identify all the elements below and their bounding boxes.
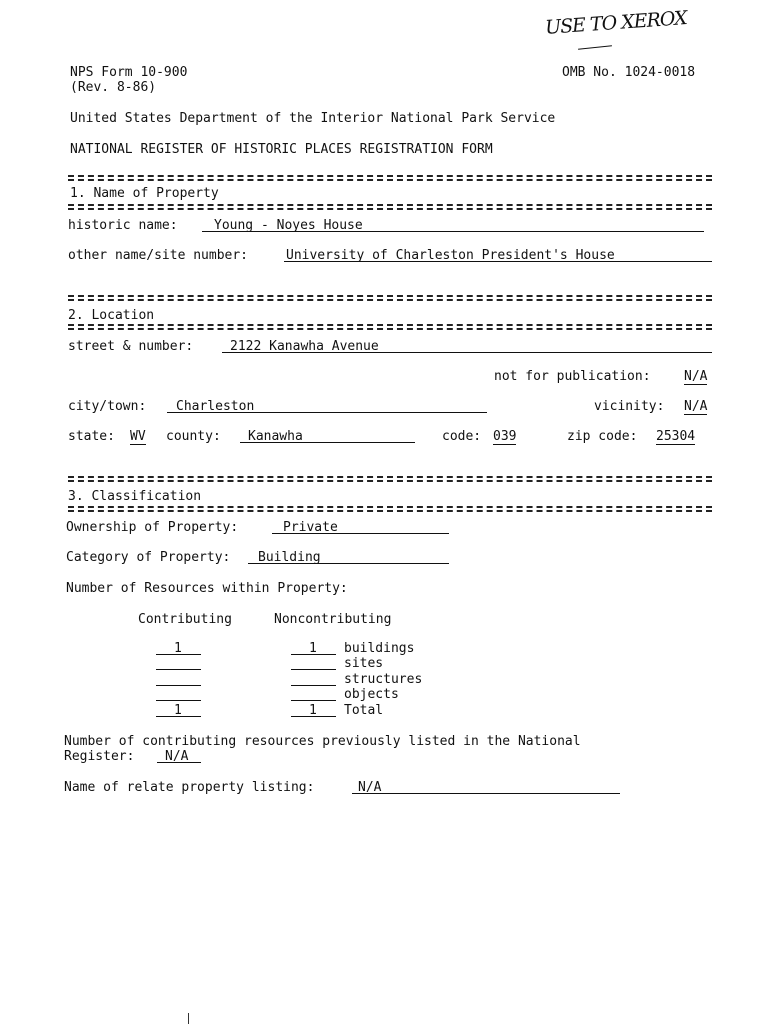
- nfp-label: not for publication:: [494, 369, 651, 384]
- noncontributing-blank: [291, 685, 336, 686]
- contributing-value[interactable]: 1: [174, 641, 182, 656]
- category-label: Category of Property:: [66, 550, 231, 565]
- contributing-blank: [156, 685, 201, 686]
- vicinity-value[interactable]: N/A: [684, 399, 708, 414]
- contributing-total[interactable]: 1: [174, 703, 182, 718]
- related-listing-label: Name of relate property listing:: [64, 780, 315, 795]
- zip-label: zip code:: [567, 429, 638, 444]
- county-value[interactable]: Kanawha: [248, 429, 303, 444]
- street-label: street & number:: [68, 339, 194, 354]
- form-title: NATIONAL REGISTER OF HISTORIC PLACES REGISTRATION FORM: [70, 142, 493, 157]
- ownership-label: Ownership of Property:: [66, 520, 239, 535]
- other-name-value[interactable]: University of Charleston President's House: [286, 248, 615, 263]
- col-contributing: Contributing: [138, 612, 232, 627]
- resources-label: Number of Resources within Property:: [66, 581, 348, 596]
- nfp-value[interactable]: N/A: [684, 369, 708, 384]
- previously-listed-text: Number of contributing resources previously listed in the National: [64, 734, 581, 749]
- vicinity-label: vicinity:: [594, 399, 665, 414]
- previously-listed-label: Register:: [64, 749, 135, 764]
- separator: [68, 476, 712, 482]
- separator: [68, 204, 712, 210]
- resource-label: structures: [344, 672, 423, 687]
- section2-heading: 2. Location: [68, 308, 155, 323]
- previously-listed-value[interactable]: N/A: [165, 749, 189, 764]
- state-value[interactable]: WV: [130, 429, 146, 444]
- historic-name-label: historic name:: [68, 218, 178, 233]
- handwritten-note: USE TO XEROX: [544, 7, 688, 39]
- city-value[interactable]: Charleston: [176, 399, 255, 414]
- code-value[interactable]: 039: [493, 429, 517, 444]
- section3-heading: 3. Classification: [68, 489, 202, 504]
- category-value[interactable]: Building: [258, 550, 321, 565]
- street-value[interactable]: 2122 Kanawha Avenue: [230, 339, 379, 354]
- form-rev: (Rev. 8-86): [70, 80, 157, 95]
- resource-label: buildings: [344, 641, 415, 656]
- separator: [68, 506, 712, 512]
- noncontributing-value[interactable]: 1: [309, 641, 317, 656]
- contributing-blank: [156, 700, 201, 701]
- noncontributing-total[interactable]: 1: [309, 703, 317, 718]
- noncontributing-blank: [291, 700, 336, 701]
- resource-label: Total: [344, 703, 384, 718]
- ownership-value[interactable]: Private: [283, 520, 338, 535]
- resource-label: objects: [344, 687, 399, 702]
- code-label: code:: [442, 429, 482, 444]
- related-listing-value[interactable]: N/A: [358, 780, 382, 795]
- resource-label: sites: [344, 656, 384, 671]
- noncontributing-blank: [291, 669, 336, 670]
- city-label: city/town:: [68, 399, 147, 414]
- omb-number: OMB No. 1024-0018: [562, 65, 696, 80]
- separator: [68, 324, 712, 330]
- separator: [68, 295, 712, 301]
- other-name-label: other name/site number:: [68, 248, 249, 263]
- form-id: NPS Form 10-900: [70, 65, 188, 80]
- state-label: state:: [68, 429, 115, 444]
- handwritten-underline: [578, 45, 612, 50]
- section1-heading: 1. Name of Property: [70, 186, 219, 201]
- scan-mark: [188, 1013, 189, 1024]
- col-noncontributing: Noncontributing: [274, 612, 392, 627]
- historic-name-value[interactable]: Young - Noyes House: [214, 218, 363, 233]
- department: United States Department of the Interior National Park Service: [70, 111, 556, 126]
- contributing-blank: [156, 669, 201, 670]
- related-listing-line: [352, 793, 620, 794]
- zip-value[interactable]: 25304: [656, 429, 696, 444]
- county-label: county:: [166, 429, 221, 444]
- separator: [68, 175, 712, 181]
